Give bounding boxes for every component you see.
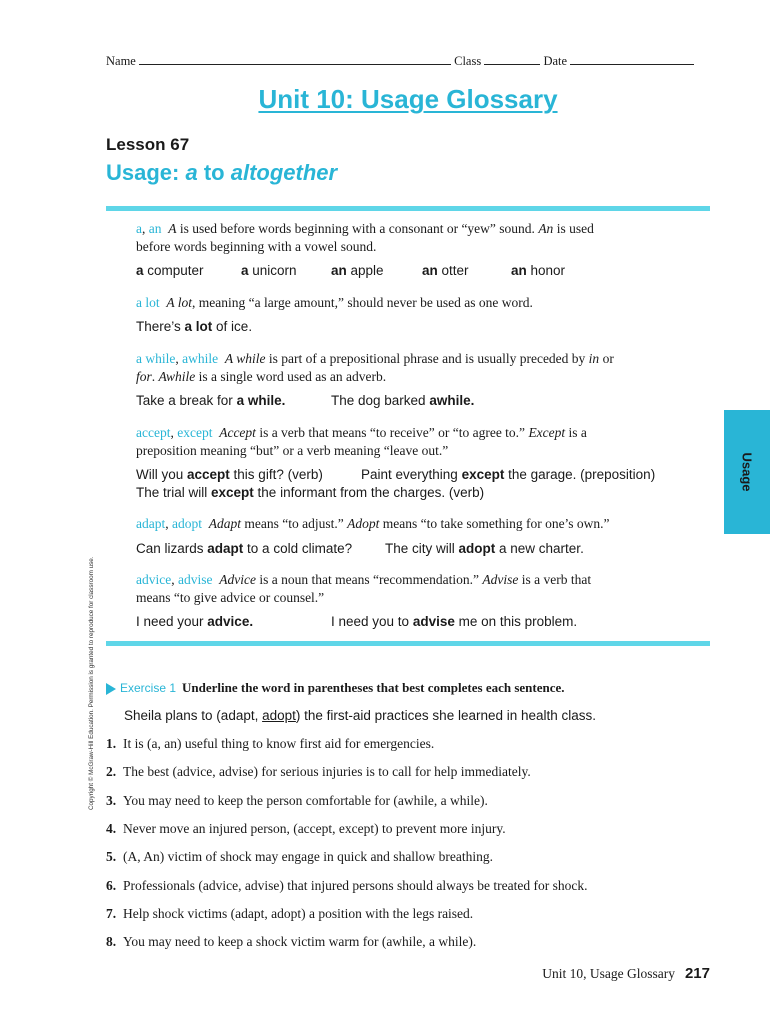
- entry-a-while: a while, awhile A while is part of a prepositional phrase and is usually preceded by in or for. Awhile is a single word used as an adverb.: [136, 351, 614, 384]
- example: an apple: [331, 263, 384, 278]
- exercise-item[interactable]: 3. You may need to keep the person comfortable for (awhile, a while).: [106, 793, 488, 808]
- page-number: 217: [684, 965, 710, 982]
- term-italic: Adopt: [347, 516, 380, 531]
- exercise-item[interactable]: 1. It is (a, an) useful thing to know first aid for emergencies.: [106, 736, 435, 751]
- example: The trial will except the informant from the charges. (verb): [136, 485, 485, 500]
- lesson-label: Lesson 67: [106, 135, 190, 154]
- title-a: a: [185, 160, 198, 185]
- example: a unicorn: [241, 263, 297, 278]
- name-label: Name: [106, 54, 136, 68]
- title-prefix: Usage:: [106, 160, 186, 185]
- definition-text: means “to adjust.”: [241, 516, 348, 531]
- definition-text: is part of a prepositional phrase and is usually preceded by: [265, 351, 589, 366]
- student-info-header: [106, 53, 710, 69]
- exercise-instruction: Underline the word in parentheses that best completes each sentence.: [182, 680, 565, 695]
- sample-answer: adopt: [262, 708, 296, 723]
- definition-text: , meaning “a large amount,” should never be used as one word.: [192, 295, 533, 310]
- exercise-item[interactable]: 2. The best (advice, advise) for serious injuries is to call for help immediately.: [106, 764, 531, 779]
- title-b: altogether: [230, 160, 338, 185]
- entry-adapt-adopt: [136, 515, 676, 533]
- example: The city will adopt a new charter.: [385, 541, 584, 556]
- term-italic: Advise: [482, 572, 519, 587]
- definition-text: means “to give advice or counsel.”: [136, 590, 325, 605]
- definition-text: is a noun that means “recommendation.”: [255, 572, 483, 587]
- exercise-item[interactable]: 4. Never move an injured person, (accept, except) to prevent more injury.: [106, 821, 506, 836]
- term-italic: Awhile: [158, 369, 196, 384]
- example: a computer: [136, 263, 204, 278]
- title-to: to: [197, 160, 231, 185]
- example: an honor: [511, 263, 566, 278]
- entry-term: a while, awhile: [136, 351, 219, 366]
- footer-label: Unit 10, Usage Glossary: [542, 966, 675, 981]
- class-label: Class: [454, 54, 482, 68]
- definition-text: is a: [565, 425, 587, 440]
- entry-term: a lot: [136, 295, 160, 310]
- lesson-title: [106, 160, 337, 186]
- example: an otter: [422, 263, 469, 278]
- example: Take a break for a while.: [136, 393, 286, 408]
- definition-text: before words beginning with a vowel sound.: [136, 239, 377, 254]
- exercise-item[interactable]: 8. You may need to keep a shock victim warm for (awhile, a while).: [106, 934, 477, 949]
- unit-title: Unit 10: Usage Glossary: [258, 84, 558, 114]
- page-footer: [0, 965, 710, 982]
- class-field[interactable]: [484, 53, 540, 65]
- exercise-item[interactable]: 5. (A, An) victim of shock may engage in quick and shallow breathing.: [106, 849, 494, 864]
- entry-advice-advise: [136, 571, 676, 607]
- entry-accept-except: [136, 424, 676, 460]
- arrow-icon: [106, 683, 116, 695]
- copyright-notice: Copyright © McGraw-Hill Education. Permission is granted to reproduce for classroom use.: [88, 556, 95, 810]
- term-italic: Except: [528, 425, 566, 440]
- sample-sentence: Sheila plans to (adapt, adopt) the first-aid practices she learned in health class.: [124, 708, 597, 723]
- example: Paint everything except the garage. (preposition): [361, 467, 656, 482]
- term-italic: A lot: [166, 295, 193, 310]
- entry-a-an: [136, 220, 676, 256]
- example: Will you accept this gift? (verb): [136, 467, 323, 482]
- example: I need your advice.: [136, 614, 254, 629]
- exercise-item[interactable]: 6. Professionals (advice, advise) that injured persons should always be treated for shock.: [106, 878, 588, 893]
- term-italic: A while: [224, 351, 266, 366]
- date-field[interactable]: [570, 53, 694, 65]
- example: Can lizards adapt to a cold climate?: [136, 541, 353, 556]
- definition-text: is used before words beginning with a consonant or “yew” sound.: [176, 221, 539, 236]
- definition-text: means “to take something for one’s own.”: [379, 516, 610, 531]
- term-italic: Accept: [219, 425, 256, 440]
- example: The dog barked awhile.: [331, 393, 475, 408]
- entry-term: advice, advise: [136, 572, 213, 587]
- definition-text: is a single word used as an adverb.: [195, 369, 387, 384]
- exercise-label: Exercise 1: [120, 681, 177, 695]
- definition-text: or: [599, 351, 614, 366]
- entry-term: accept, except: [136, 425, 213, 440]
- entry-term: adapt, adopt: [136, 516, 202, 531]
- date-label: Date: [543, 54, 568, 68]
- example: There’s a lot of ice.: [136, 319, 253, 334]
- term-italic: An: [538, 221, 554, 236]
- section-tab: [724, 410, 770, 534]
- term-italic: A: [168, 221, 177, 236]
- entry-a-lot: [136, 294, 676, 312]
- top-divider: [106, 206, 710, 211]
- definition-text: is used: [553, 221, 594, 236]
- definition-text: is a verb that: [518, 572, 592, 587]
- term-italic: for: [136, 369, 152, 384]
- section-tab-label: Usage: [739, 452, 755, 492]
- example: I need you to advise me on this problem.: [331, 614, 578, 629]
- name-field[interactable]: [139, 53, 451, 65]
- exercise-item[interactable]: 7. Help shock victims (adapt, adopt) a position with the legs raised.: [106, 906, 474, 921]
- exercise-header: [106, 680, 565, 696]
- entry-term: a, an: [136, 221, 162, 236]
- term-italic: in: [588, 351, 600, 366]
- term-italic: Advice: [219, 572, 256, 587]
- bottom-divider: [106, 641, 710, 646]
- definition-text: preposition meaning “but” or a verb meaning “leave out.”: [136, 443, 449, 458]
- term-italic: Adapt: [208, 516, 241, 531]
- definition-text: is a verb that means “to receive” or “to agree to.”: [255, 425, 529, 440]
